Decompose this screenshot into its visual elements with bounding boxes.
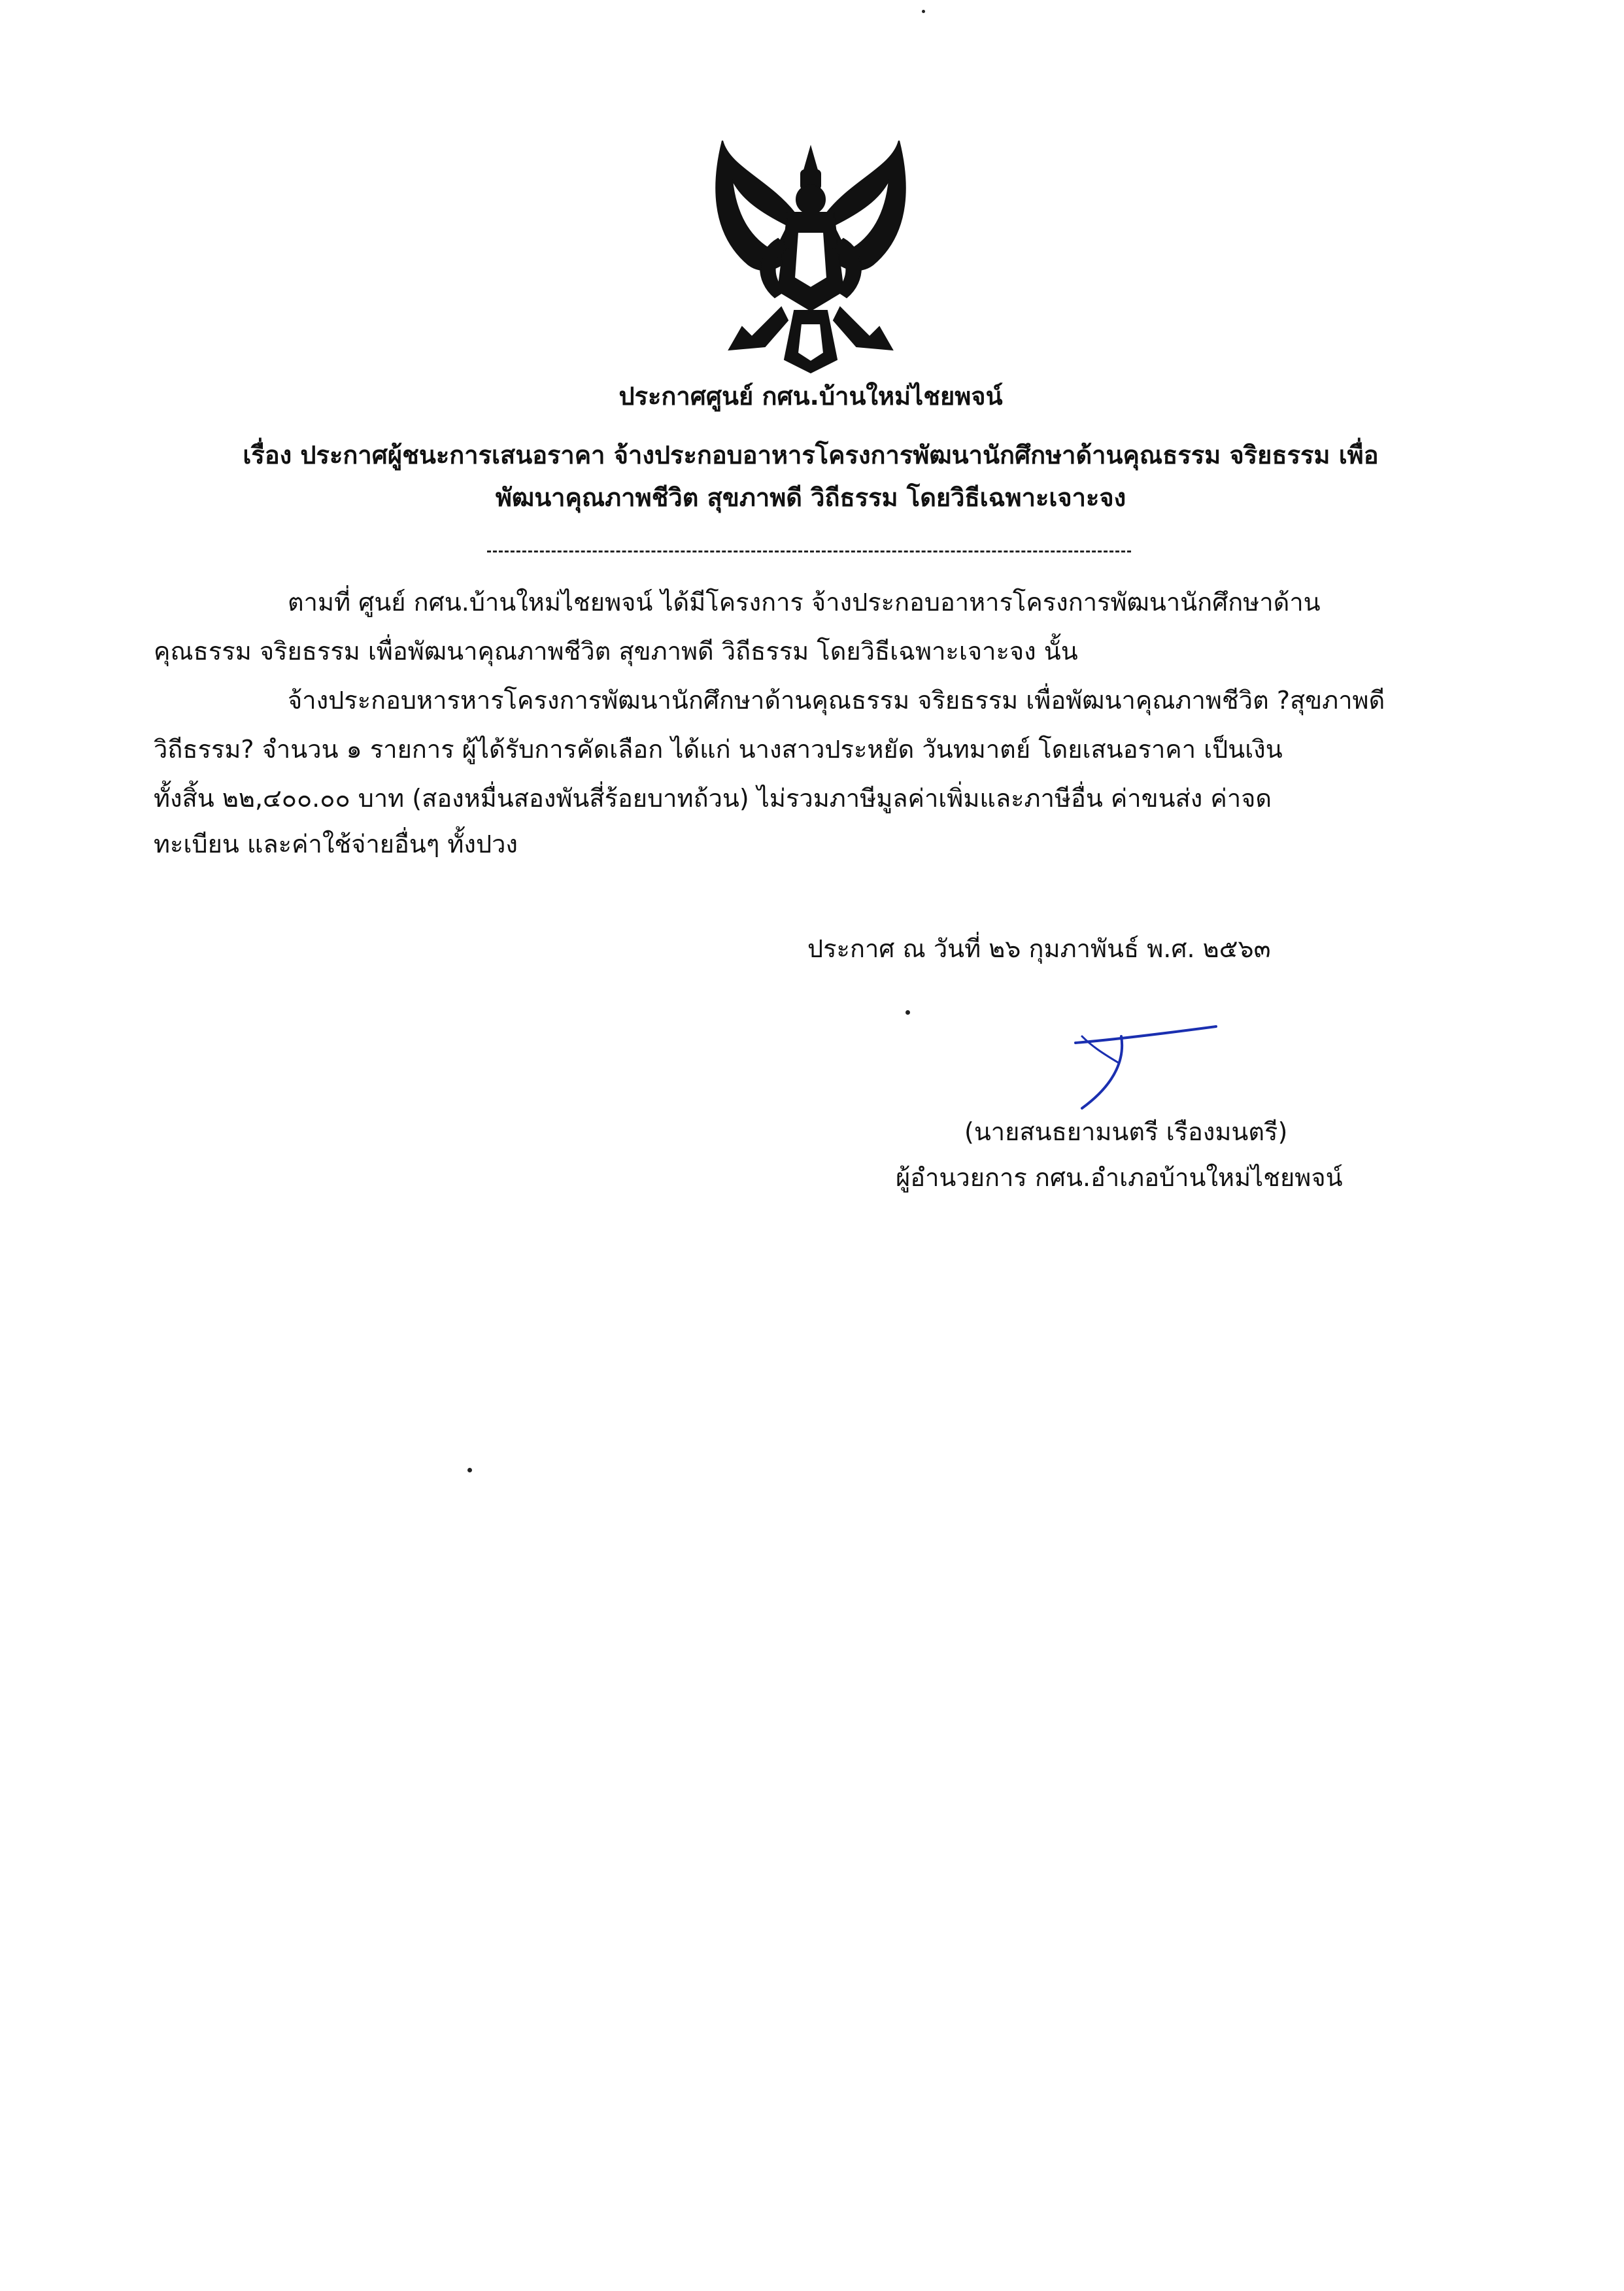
announcement-heading: ประกาศศูนย์ กศน.บ้านใหม่ไชยพจน์ — [618, 382, 1003, 411]
paragraph-1-line-2: คุณธรรม จริยธรรม เพื่อพัฒนาคุณภาพชีวิต สุขภาพดี วิถีธรรม โดยวิธีเฉพาะเจาะจง นั้น — [154, 637, 1078, 666]
signer-title: ผู้อำนวยการ กศน.อำเภอบ้านใหม่ไชยพจน์ — [896, 1163, 1343, 1192]
signer-name: (นายสนธยามนตรี เรืองมนตรี) — [964, 1117, 1288, 1146]
scan-speck — [467, 1468, 472, 1472]
scan-speck — [922, 10, 925, 13]
paragraph-2-line-4: ทะเบียน และค่าใช้จ่ายอื่นๆ ทั้งปวง — [154, 830, 518, 858]
subject-line-2: พัฒนาคุณภาพชีวิต สุขภาพดี วิถีธรรม โดยวิธีเฉพาะเจาะจง — [495, 483, 1126, 512]
paragraph-2-line-2: วิถีธรรม? จำนวน ๑ รายการ ผู้ได้รับการคัดเลือก ได้แก่ นางสาวประหยัด วันทมาตย์ โดยเสนอราคา เป็นเงิน — [154, 735, 1283, 764]
garuda-emblem-icon — [703, 141, 919, 376]
paragraph-1-line-1: ตามที่ ศูนย์ กศน.บ้านใหม่ไชยพจน์ ได้มีโครงการ จ้างประกอบอาหารโครงการพัฒนานักศึกษาด้าน — [288, 588, 1321, 617]
scan-speck — [905, 1010, 910, 1015]
handwritten-signature — [1062, 1017, 1226, 1115]
subject-line-1: เรื่อง ประกาศผู้ชนะการเสนอราคา จ้างประกอบอาหารโครงการพัฒนานักศึกษาด้านคุณธรรม จริยธรรม เพื่อ — [243, 441, 1379, 469]
dashed-divider — [487, 551, 1131, 552]
paragraph-2-line-3: ทั้งสิ้น ๒๒,๔๐๐.๐๐ บาท (สองหมื่นสองพันสี่ร้อยบาทถ้วน) ไม่รวมภาษีมูลค่าเพิ่มและภาษีอื่น ค่าขนส่ง ค่าจด — [154, 784, 1272, 813]
paragraph-2-line-1: จ้างประกอบหารหารโครงการพัฒนานักศึกษาด้านคุณธรรม จริยธรรม เพื่อพัฒนาคุณภาพชีวิต ?สุขภาพดี — [288, 686, 1385, 715]
announcement-date: ประกาศ ณ วันที่ ๒๖ กุมภาพันธ์ พ.ศ. ๒๕๖๓ — [807, 934, 1271, 963]
